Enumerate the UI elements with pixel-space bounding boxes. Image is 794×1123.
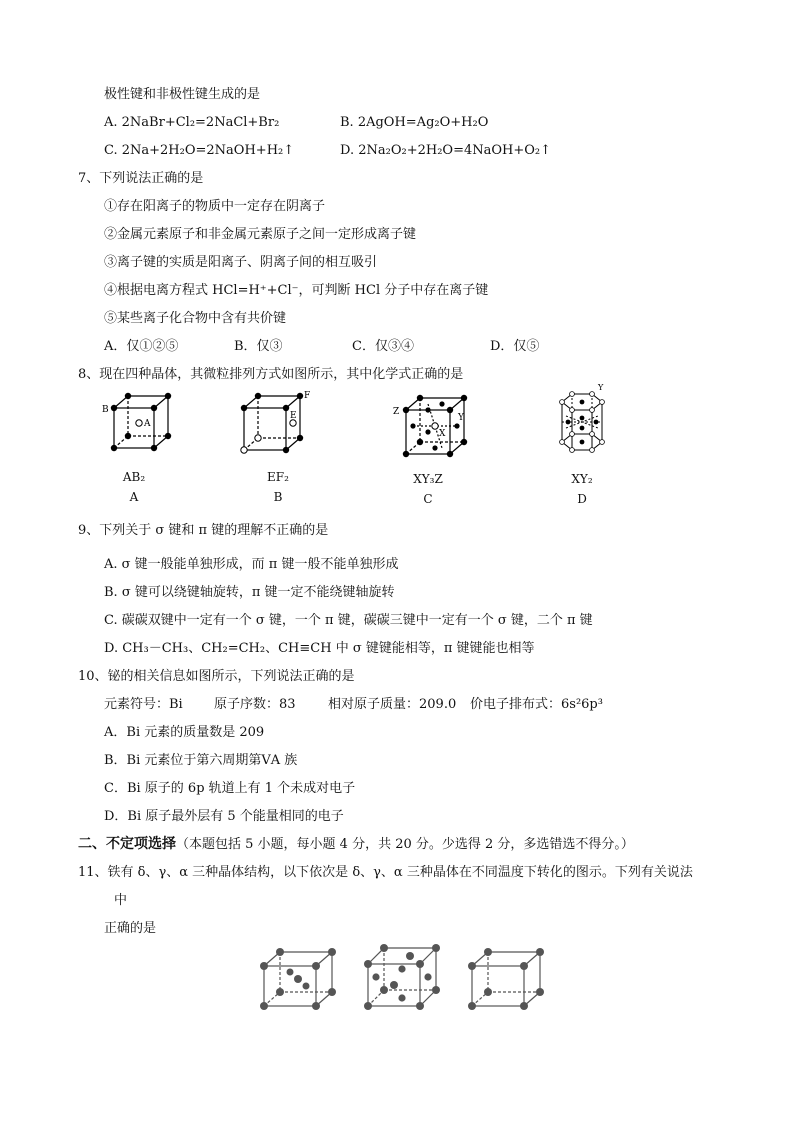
q9-stem: 9、下列关于 σ 键和 π 键的理解不正确的是 — [78, 523, 329, 538]
q9-option-d: D. CH₃－CH₃、CH₂=CH₂、CH≡CH 中 σ 键键能相等，π 键键能也相等 — [104, 641, 535, 656]
q9-option-a: A. σ 键一般能单独形成，而 π 键一般不能单独形成 — [104, 557, 399, 572]
q10-info-config: 价电子排布式：6s²6p³ — [470, 697, 603, 712]
q9-option-c: C. 碳碳双键中一定有一个 σ 键，一个 π 键，碳碳三键中一定有一个 σ 键，二个 π 键 — [104, 613, 593, 628]
fig-a-letter: A — [129, 490, 139, 504]
section-2-note: （本题包括 5 小题，每小题 4 分，共 20 分。少选得 2 分，多选错选不得分。） — [176, 837, 634, 852]
fig-c-label-z: Z — [393, 407, 400, 417]
fig-a-formula: AB₂ — [122, 470, 146, 484]
q10-info-symbol: 元素符号：Bi — [104, 697, 183, 712]
fig-c-label-y: Y — [458, 413, 464, 423]
fig-d-formula: XY₂ — [571, 472, 593, 486]
q7-statement-5: ⑤某些离子化合物中含有共价键 — [104, 311, 287, 326]
crystal-figure-d — [546, 384, 626, 460]
section-2-title: 二、不定项选择 — [78, 836, 176, 852]
crystal-figure-b — [232, 388, 322, 458]
q7-stem: 7、下列说法正确的是 — [78, 171, 204, 186]
q10-option-a: A．Bi 元素的质量数是 209 — [104, 725, 265, 740]
iron-alpha-crystal — [464, 944, 554, 1014]
fig-c-label-x: X — [439, 429, 446, 439]
q11-stem-end: 正确的是 — [104, 921, 157, 936]
q10-option-b: B．Bi 元素位于第六周期第ⅤA 族 — [104, 753, 298, 768]
q8-stem: 8、现在四种晶体，其微粒排列方式如图所示，其中化学式正确的是 — [78, 367, 464, 382]
fig-a-label-a: A — [144, 419, 151, 429]
fig-a-label-b: B — [102, 405, 109, 415]
crystal-figure-c — [388, 390, 478, 462]
fig-c-formula: XY₃Z — [413, 472, 443, 486]
q7-statement-3: ③离子键的实质是阳离子、阴离子间的相互吸引 — [104, 255, 378, 270]
fig-d-letter: D — [577, 492, 587, 506]
q6-option-d: D. 2Na₂O₂+2H₂O=4NaOH+O₂↑ — [340, 143, 552, 158]
q6-option-c: C. 2Na+2H₂O=2NaOH+H₂↑ — [104, 143, 295, 158]
iron-delta-crystal — [256, 944, 346, 1014]
q6-option-a: A. 2NaBr+Cl₂=2NaCl+Br₂ — [104, 115, 280, 130]
q11-stem-cont: 中 — [114, 893, 128, 908]
crystal-figure-a — [100, 390, 180, 460]
fig-b-formula: EF₂ — [267, 470, 289, 484]
q7-option-a: A．仅①②⑤ — [104, 339, 179, 354]
q11-stem: 11、铁有 δ、γ、α 三种晶体结构，以下依次是 δ、γ、α 三种晶体在不同温度下转化的图示。下列有关说法 — [78, 865, 693, 880]
q7-option-b: B．仅③ — [234, 339, 283, 354]
q9-option-b: B. σ 键可以绕键轴旋转，π 键一定不能绕键轴旋转 — [104, 585, 395, 600]
q7-option-c: C．仅③④ — [352, 339, 414, 354]
q10-option-c: C．Bi 原子的 6p 轨道上有 1 个未成对电子 — [104, 781, 356, 796]
q10-stem: 10、铋的相关信息如图所示，下列说法正确的是 — [78, 669, 355, 684]
q10-option-d: D．Bi 原子最外层有 5 个能量相同的电子 — [104, 809, 344, 824]
q10-info-number: 原子序数：83 — [214, 697, 296, 712]
q7-statement-1: ①存在阳离子的物质中一定存在阴离子 — [104, 199, 326, 214]
section-2-header — [78, 835, 634, 854]
q10-info-mass: 相对原子质量：209.0 — [328, 697, 457, 712]
fig-b-label-e: E — [290, 411, 297, 421]
fig-c-letter: C — [423, 492, 433, 506]
q7-option-d: D．仅⑤ — [490, 339, 540, 354]
q7-statement-4: ④根据电离方程式 HCl=H⁺+Cl⁻，可判断 HCl 分子中存在离子键 — [104, 283, 489, 298]
fig-d-label-y: Y — [598, 383, 604, 392]
q7-statement-2: ②金属元素原子和非金属元素原子之间一定形成离子键 — [104, 227, 417, 242]
q6-option-b: B. 2AgOH=Ag₂O+H₂O — [340, 115, 489, 130]
fig-b-letter: B — [273, 490, 283, 504]
iron-gamma-crystal — [360, 940, 450, 1014]
q6-stem-tail: 极性键和非极性键生成的是 — [104, 87, 261, 102]
fig-b-label-f: F — [304, 391, 311, 401]
